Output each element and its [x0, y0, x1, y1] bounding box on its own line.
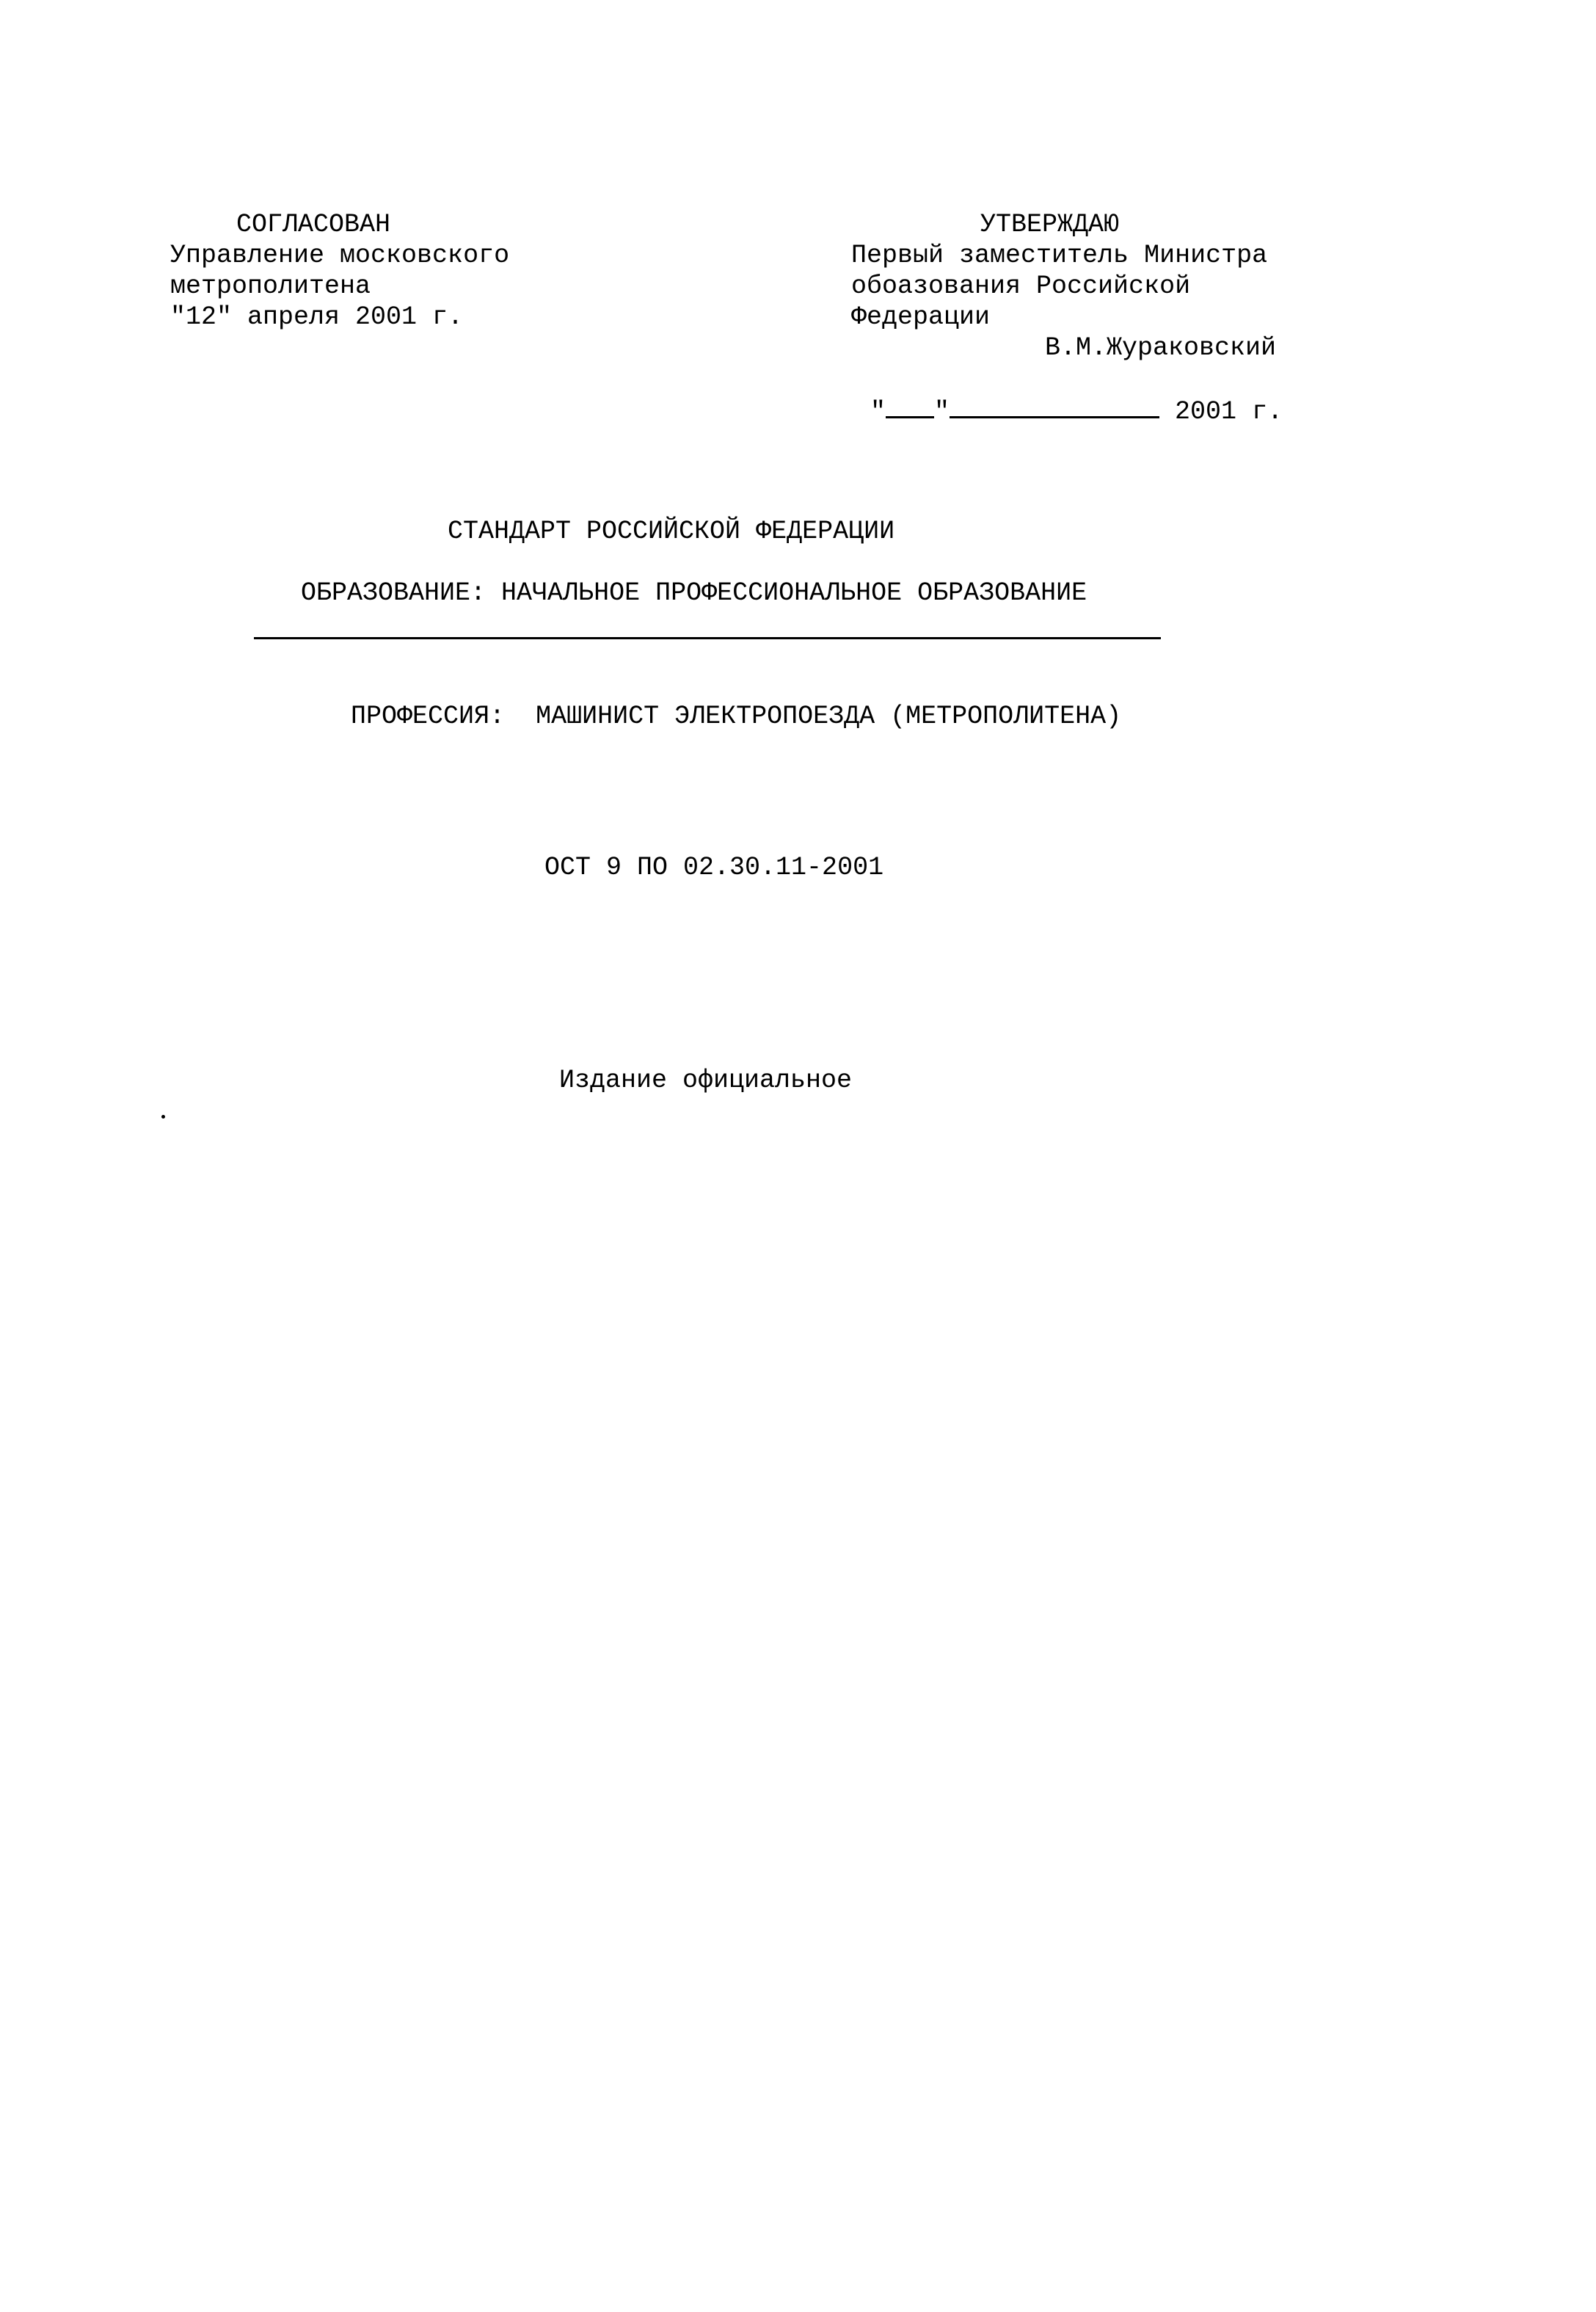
approve-signatory: В.М.Жураковский: [1045, 333, 1277, 363]
approve-position-line1: Первый заместитель Министра: [851, 241, 1268, 270]
profession-line: [351, 701, 1121, 732]
day-blank: [886, 394, 934, 418]
approve-position-line3: Федерации: [851, 302, 991, 332]
approve-date-year-wrap: [1159, 397, 1283, 426]
profession-label: ПРОФЕССИЯ:: [351, 702, 506, 731]
month-blank: [950, 394, 1159, 418]
agreed-org-line1: Управление московского: [170, 241, 510, 270]
approve-date-year: 2001 г.: [1175, 397, 1283, 426]
standard-code: ОСТ 9 ПО 02.30.11-2001: [544, 853, 884, 882]
standard-title: СТАНДАРТ РОССИЙСКОЙ ФЕДЕРАЦИИ: [448, 517, 895, 546]
quote-close: ": [934, 397, 950, 426]
approve-heading: УТВЕРЖДАЮ: [980, 210, 1120, 239]
agreed-org-line2: метрополитена: [170, 272, 371, 301]
agreed-date: "12" апреля 2001 г.: [170, 302, 464, 332]
profession-value: МАШИНИСТ ЭЛЕКТРОПОЕЗДА (МЕТРОПОЛИТЕНА): [536, 702, 1122, 731]
education-title: ОБРАЗОВАНИЕ: НАЧАЛЬНОЕ ПРОФЕССИОНАЛЬНОЕ ОБРАЗОВАНИЕ: [301, 578, 1087, 608]
title-divider: [254, 637, 1161, 639]
agreed-heading: СОГЛАСОВАН: [236, 210, 391, 239]
stray-dot-mark: [161, 1115, 165, 1119]
edition-note: Издание официальное: [559, 1066, 853, 1095]
quote-open: ": [870, 397, 886, 426]
approve-position-line2: обоазования Российской: [851, 272, 1191, 301]
approve-date-line: [870, 394, 1283, 427]
